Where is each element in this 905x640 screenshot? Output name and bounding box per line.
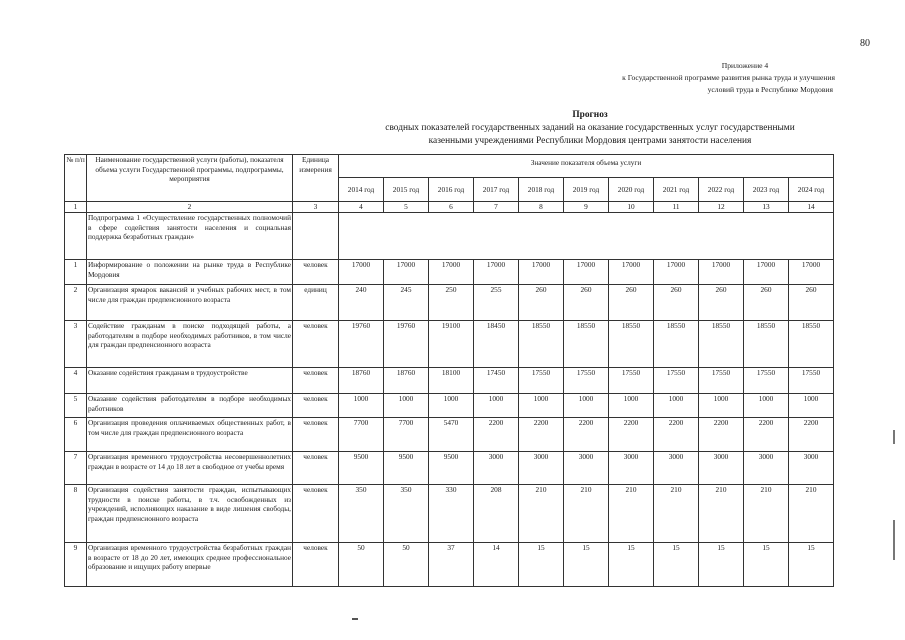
value-cell: 17000 [699,260,744,285]
value-cell: 17000 [564,260,609,285]
value-cell: 260 [789,285,834,321]
value-cell: 14 [474,543,519,587]
value-cell: 3000 [609,452,654,485]
column-number: 7 [474,202,519,213]
value-cell: 15 [609,543,654,587]
column-number: 9 [564,202,609,213]
scan-artifact [893,520,895,560]
header-year: 2018 год [519,178,564,202]
title-line3: казенными учреждениями Республики Мордовия центрами занятости населения [428,136,752,146]
page-number: 80 [860,38,870,49]
value-cell: 210 [699,485,744,543]
value-cell: 3000 [474,452,519,485]
subprogram-num-cell [65,213,87,260]
value-cell: 2200 [519,418,564,452]
column-number: 5 [384,202,429,213]
column-number: 14 [789,202,834,213]
value-cell: 3000 [654,452,699,485]
document-title [340,109,840,148]
value-cell: 18550 [609,321,654,368]
value-cell: 17000 [789,260,834,285]
header-year: 2024 год [789,178,834,202]
scan-artifact [352,618,358,620]
value-cell: 260 [744,285,789,321]
service-name: Организация временного трудоустройства несовершеннолетних граждан в возрасте от 14 до 18 лет в свободное от учебы время [87,452,293,485]
value-cell: 210 [609,485,654,543]
value-cell: 18100 [429,368,474,394]
column-number: 1 [65,202,87,213]
table-row [65,543,834,587]
unit-cell: человек [293,418,339,452]
column-number: 8 [519,202,564,213]
service-name: Организация проведения оплачиваемых общественных работ, в том числе для граждан предпенсионного возраста [87,418,293,452]
forecast-table [64,154,834,587]
row-number: 2 [65,285,87,321]
value-cell: 17000 [519,260,564,285]
appendix-line1: Приложение 4 [721,61,769,70]
value-cell: 3000 [699,452,744,485]
column-number-row [65,202,834,213]
header-unit: Единица измерения [293,155,339,202]
value-cell: 18550 [744,321,789,368]
row-number: 4 [65,368,87,394]
table-row [65,368,834,394]
value-cell: 17450 [474,368,519,394]
value-cell: 260 [699,285,744,321]
value-cell: 1000 [474,394,519,418]
table-row [65,452,834,485]
value-cell: 3000 [789,452,834,485]
value-cell: 2200 [654,418,699,452]
column-number: 10 [609,202,654,213]
header-value-group: Значение показателя объема услуги [339,155,834,178]
row-number: 3 [65,321,87,368]
unit-cell: человек [293,368,339,394]
value-cell: 17000 [429,260,474,285]
value-cell: 9500 [384,452,429,485]
value-cell: 7700 [384,418,429,452]
table-row [65,285,834,321]
header-year: 2016 год [429,178,474,202]
unit-cell: человек [293,543,339,587]
scan-artifact [893,430,895,444]
table-row [65,418,834,452]
value-cell: 350 [384,485,429,543]
appendix-header [515,60,835,96]
subprogram-title: Подпрограмма 1 «Осуществление государственных полномочий в сфере содействия занятости населения и социальная поддержка безработных граждан» [87,213,293,260]
value-cell: 2200 [789,418,834,452]
value-cell: 15 [519,543,564,587]
value-cell: 17000 [474,260,519,285]
row-number: 5 [65,394,87,418]
subprogram-unit-cell [293,213,339,260]
value-cell: 17550 [654,368,699,394]
header-year: 2014 год [339,178,384,202]
value-cell: 2200 [609,418,654,452]
value-cell: 260 [519,285,564,321]
value-cell: 17000 [609,260,654,285]
header-year: 2020 год [609,178,654,202]
value-cell: 15 [699,543,744,587]
column-number: 3 [293,202,339,213]
value-cell: 17550 [519,368,564,394]
table-row [65,485,834,543]
header-year: 2023 год [744,178,789,202]
value-cell: 17550 [744,368,789,394]
title-line1: Прогноз [572,110,608,120]
column-number: 13 [744,202,789,213]
service-name: Оказание содействия гражданам в трудоустройстве [87,368,293,394]
column-number: 12 [699,202,744,213]
appendix-line3: условий труда в Республике Мордовия [707,85,833,94]
value-cell: 9500 [429,452,474,485]
value-cell: 240 [339,285,384,321]
value-cell: 19100 [429,321,474,368]
appendix-line2: к Государственной программе развития рынка труда и улучшения [622,73,835,82]
service-name: Оказание содействия работодателям в подборе необходимых работников [87,394,293,418]
value-cell: 18760 [384,368,429,394]
header-year: 2019 год [564,178,609,202]
value-cell: 3000 [564,452,609,485]
value-cell: 18550 [519,321,564,368]
value-cell: 210 [744,485,789,543]
value-cell: 15 [744,543,789,587]
title-line2: сводных показателей государственных заданий на оказание государственных услуг государственными [385,123,795,133]
value-cell: 1000 [429,394,474,418]
unit-cell: единиц [293,285,339,321]
value-cell: 210 [789,485,834,543]
value-cell: 17550 [789,368,834,394]
value-cell: 18550 [654,321,699,368]
column-number: 11 [654,202,699,213]
value-cell: 2200 [474,418,519,452]
value-cell: 2200 [699,418,744,452]
header-year: 2022 год [699,178,744,202]
value-cell: 50 [339,543,384,587]
value-cell: 1000 [789,394,834,418]
unit-cell: человек [293,260,339,285]
value-cell: 9500 [339,452,384,485]
value-cell: 37 [429,543,474,587]
value-cell: 18450 [474,321,519,368]
header-year: 2017 год [474,178,519,202]
subprogram-row [65,213,834,260]
subprogram-values-cell [339,213,834,260]
row-number: 1 [65,260,87,285]
value-cell: 1000 [654,394,699,418]
value-cell: 208 [474,485,519,543]
header-name: Наименование государственной услуги (работы), показателя объема услуги Государственной программы, подпрограммы, мероприятия [87,155,293,202]
value-cell: 2200 [564,418,609,452]
value-cell: 1000 [384,394,429,418]
row-number: 7 [65,452,87,485]
header-num: № п/п [65,155,87,202]
value-cell: 15 [789,543,834,587]
header-year: 2021 год [654,178,699,202]
value-cell: 3000 [519,452,564,485]
header-year: 2015 год [384,178,429,202]
value-cell: 1000 [744,394,789,418]
value-cell: 1000 [564,394,609,418]
value-cell: 18550 [564,321,609,368]
value-cell: 17000 [744,260,789,285]
value-cell: 17000 [384,260,429,285]
value-cell: 17550 [699,368,744,394]
value-cell: 350 [339,485,384,543]
value-cell: 19760 [339,321,384,368]
value-cell: 15 [564,543,609,587]
value-cell: 17550 [609,368,654,394]
value-cell: 18760 [339,368,384,394]
column-number: 2 [87,202,293,213]
unit-cell: человек [293,452,339,485]
row-number: 9 [65,543,87,587]
value-cell: 1000 [339,394,384,418]
value-cell: 245 [384,285,429,321]
table-row [65,394,834,418]
value-cell: 3000 [744,452,789,485]
row-number: 6 [65,418,87,452]
value-cell: 17550 [564,368,609,394]
value-cell: 5470 [429,418,474,452]
value-cell: 2200 [744,418,789,452]
row-number: 8 [65,485,87,543]
value-cell: 250 [429,285,474,321]
unit-cell: человек [293,321,339,368]
value-cell: 18550 [699,321,744,368]
table-row [65,321,834,368]
unit-cell: человек [293,394,339,418]
value-cell: 1000 [699,394,744,418]
value-cell: 1000 [609,394,654,418]
service-name: Организация временного трудоустройства безработных граждан в возрасте от 18 до 20 лет, имеющих среднее профессиональное образование и ищущих работу впервые [87,543,293,587]
value-cell: 210 [564,485,609,543]
service-name: Содействие гражданам в поиске подходящей работы, а работодателям в подборе необходимых работников, в том числе для граждан предпенсионного возраста [87,321,293,368]
column-number: 6 [429,202,474,213]
column-number: 4 [339,202,384,213]
value-cell: 210 [654,485,699,543]
value-cell: 255 [474,285,519,321]
service-name: Организация ярмарок вакансий и учебных рабочих мест, в том числе для граждан предпенсионного возраста [87,285,293,321]
value-cell: 260 [654,285,699,321]
value-cell: 17000 [654,260,699,285]
value-cell: 15 [654,543,699,587]
value-cell: 210 [519,485,564,543]
value-cell: 260 [609,285,654,321]
table-row [65,260,834,285]
value-cell: 260 [564,285,609,321]
value-cell: 18550 [789,321,834,368]
value-cell: 50 [384,543,429,587]
value-cell: 19760 [384,321,429,368]
service-name: Информирование о положении на рынке труда в Республике Мордовия [87,260,293,285]
value-cell: 1000 [519,394,564,418]
service-name: Организация содействия занятости граждан, испытывающих трудности в поиске работы, в т.ч. освобожденных из учреждений, исполняющих наказание в виде лишения свободы, граждан предпенсионного возраста [87,485,293,543]
value-cell: 330 [429,485,474,543]
value-cell: 17000 [339,260,384,285]
value-cell: 7700 [339,418,384,452]
unit-cell: человек [293,485,339,543]
